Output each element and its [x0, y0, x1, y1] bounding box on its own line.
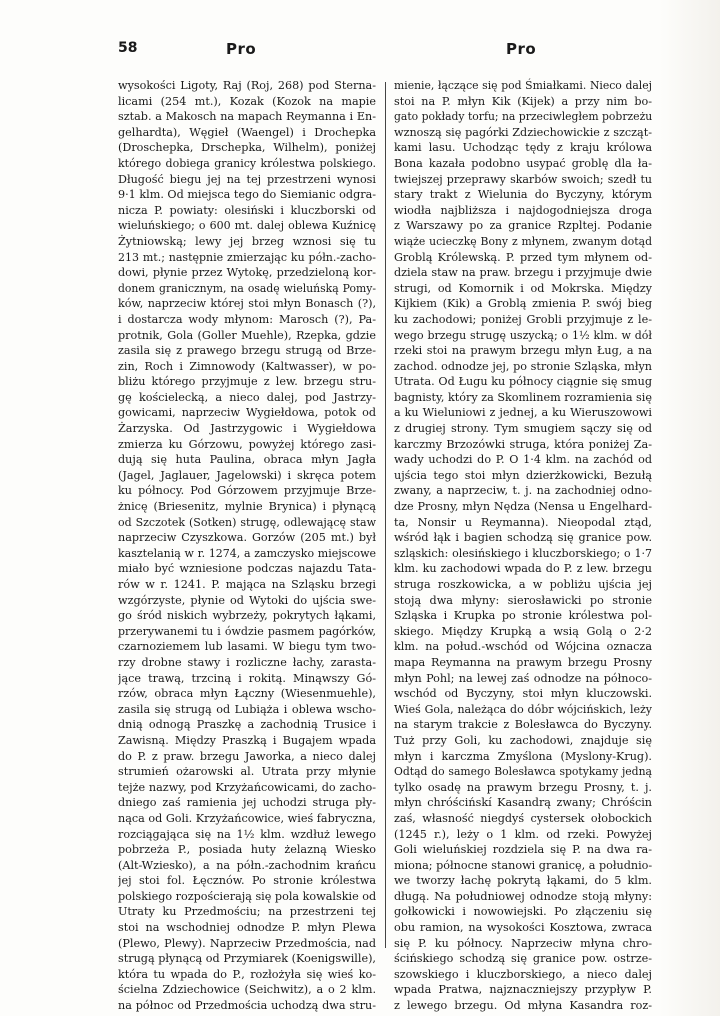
text-line: rów w r. 1241. P. mająca na Szląsku brzegi	[118, 578, 376, 591]
running-head-right: Pro	[506, 40, 537, 58]
text-line: ków, naprzeciw której stoi młyn Bonasch (?),	[118, 297, 376, 311]
text-line: strugą płynącą od Przymiarek (Koenigswille),	[118, 952, 376, 966]
text-line: ujścia tego stoi młyn dzierżkowicki, Bezułą	[394, 468, 652, 482]
page-number: 58	[118, 40, 138, 56]
text-line: pobrzeża P., posiada huty żelazną Wiesko	[118, 843, 376, 857]
text-line: dniego zaś ramienia jej uchodzi struga pły-	[118, 796, 376, 810]
text-line: Żarzyska. Od Jastrzygowic i Wygiełdowa	[118, 422, 376, 436]
text-line: z Warszawy po za granice Rzpltej. Podanie	[394, 219, 652, 233]
text-line: wschód od Byczyny, stoi młyn kluczowski.	[394, 687, 652, 701]
text-line: gelhardta), Węgieł (Waengel) i Drochepka	[118, 125, 376, 139]
text-line: Goli wieluńskiej rozdziela się P. na dwa ra-	[394, 843, 652, 857]
text-line: Szląska i Krupka po stronie królestwa pol-	[394, 609, 652, 623]
text-line: ku północy. Pod Górzowem przyjmuje Brze-	[118, 484, 376, 498]
text-line: karczmy Brzozówki struga, która poniżej Za-	[394, 437, 652, 451]
text-line: gowicami, naprzeciw Wygiełdowa, potok od	[118, 406, 376, 420]
text-line: młyn Pohl; na lewej zaś odnodze na północo-	[394, 671, 652, 685]
text-line: wzgórzyste, płynie od Wytoki do ujścia swe-	[118, 593, 376, 607]
text-line: licami (254 mt.), Kozak (Kozok na mapie	[118, 94, 376, 108]
text-line: sztab. a Makosch na mapach Reymanna i En-	[118, 110, 376, 124]
text-line: klm. na połud.-wschód od Wójcina oznacza	[394, 640, 652, 654]
text-line: rzy drobne stawy i rozliczne łachy, zarasta-	[118, 655, 376, 669]
text-line: zmierza ku Górzowu, powyżej którego zasi-	[118, 437, 376, 451]
text-line: (Plewo, Plewy). Naprzeciw Przedmościa, nad	[118, 936, 376, 950]
text-line: na starym trakcie z Bolesławca do Byczyny.	[394, 718, 652, 732]
text-line: ta, Nonsir u Reymanna). Nieopodal ztąd,	[394, 515, 652, 529]
text-line: zwany, a naprzeciw, t. j. na zachodniej odno-	[394, 484, 652, 498]
text-line: do P. z praw. brzegu Jaworka, a nieco dalej	[118, 749, 376, 763]
text-line: dnią odnogą Praszkę a zachodnią Trusice i	[118, 718, 376, 732]
text-line: szląskich: olesińskiego i kluczborskiego; o 1·7	[394, 546, 652, 560]
text-line: zasila się z prawego brzegu strugą od Brze-	[118, 344, 376, 358]
text-line: go śród niskich wybrzeży, pokrytych łąkami,	[118, 609, 376, 623]
right-text-column	[394, 78, 652, 1014]
text-line: 9·1 klm. Od miejsca tego do Siemianic odgra-	[118, 188, 376, 202]
text-line: Zawisną. Między Praszką i Bugajem wpada	[118, 733, 376, 747]
text-line: młyn i karczma Zmyślona (Myslony-Krug).	[394, 749, 652, 763]
text-line: we tworzy łachę pokrytą łąkami, do 5 klm.	[394, 874, 652, 888]
text-line: dują się huta Paulina, obraca młyn Jagła	[118, 453, 376, 467]
text-line: 213 mt.; następnie zmierzając ku półn.-zacho-	[118, 250, 376, 264]
text-line: Kijkiem (Kik) a Groblą zmienia P. swój bieg	[394, 297, 652, 311]
text-line: bliżu którego przyjmuje z lew. brzegu stru-	[118, 375, 376, 389]
text-line: strumień ożarowski al. Utrata przy młynie	[118, 765, 376, 779]
text-line: Utraty ku Przedmościu; na przestrzeni tej	[118, 905, 376, 919]
text-line: Bona kazała podobno usypać groblę dla ła-	[394, 156, 652, 170]
text-line: wady uchodzi do P. O 1·4 klm. na zachód od	[394, 453, 652, 467]
text-line: nicza P. powiaty: olesiński i kluczborski od	[118, 203, 376, 217]
text-line: Utrata. Od Ługu ku północy ciągnie się smug	[394, 375, 652, 389]
text-line: wego brzegu strugę uszycką; o 1½ klm. w dół	[394, 328, 652, 342]
text-line: bagnisty, który za Skomlinem rozramienia się	[394, 390, 652, 404]
text-line: naprzeciw Czyszkowa. Gorzów (205 mt.) był	[118, 531, 376, 545]
text-line: gato pokłady torfu; na przeciwległem pobrzeżu	[394, 110, 652, 124]
text-line: dowi, płynie przez Wytokę, przedzieloną kor-	[118, 266, 376, 280]
text-line: którego dobiega granicy królestwa polskiego.	[118, 156, 376, 170]
text-line: ku zachodowi; poniżej Grobli przyjmuje z le-	[394, 312, 652, 326]
text-line: struga roszkowicka, a w pobliżu ujścia jej	[394, 578, 652, 591]
text-line: jej stoi fol. Łęcznów. Po stronie królestwa	[118, 874, 376, 888]
text-line: wśród łąk i bagien schodzą się granice pow.	[394, 531, 652, 545]
text-line: Żytniowską; lewy jej brzeg wznosi się tu	[118, 234, 376, 248]
text-line: obu ramion, na wysokości Kosztowa, zwraca	[394, 921, 652, 935]
text-line: Tuż przy Goli, ku zachodowi, znajduje się	[394, 733, 652, 747]
text-line: czarnoziemem lub lasami. W biegu tym two-	[118, 640, 376, 654]
text-line: skiego. Między Krupką a wsią Golą o 2·2	[394, 624, 652, 638]
text-line: zaś, własność niegdyś cystersek ołobockich	[394, 811, 652, 825]
text-line: (1245 r.), leży o 1 klm. od rzeki. Powyżej	[394, 827, 652, 841]
text-line: tejże nazwy, pod Krzyżańcowicami, do zacho-	[118, 780, 376, 794]
text-line: kami lasu. Uchodząc tędy z kraju królowa	[394, 141, 652, 155]
text-line: zin, Roch i Zimnowody (Kaltwasser), w po-	[118, 359, 376, 373]
text-line: i dostarcza wody młynom: Marosch (?), Pa-	[118, 312, 376, 326]
text-line: która tu wpada do P., rozłożyła się wieś ko-	[118, 967, 376, 981]
text-line: donem granicznym, na osadę wieluńską Pomy-	[118, 281, 376, 295]
text-line: zachod. odnodze jej, po stronie Szląska, młyn	[394, 359, 652, 373]
text-line: strugi, od Komornik i od Mokrska. Między	[394, 281, 652, 295]
text-line: żnicę (Briesenitz, mylnie Brynica) i płynącą	[118, 500, 376, 514]
text-line: wysokości Ligoty, Raj (Roj, 268) pod Sterna-	[118, 79, 376, 92]
text-line: rzów, obraca młyn Łączny (Wiesenmuehle),	[118, 687, 376, 701]
text-line: gołkowicki i nowowiejski. Po złączeniu się	[394, 905, 652, 919]
text-line: Groblą Królewską. P. przed tym młynem od-	[394, 250, 652, 264]
text-line: wiąże ucieczkę Bony z młynem, zwanym dotąd	[394, 234, 652, 248]
text-line: z drugiej strony. Tym smugiem sączy się od	[394, 422, 652, 436]
text-line: klm. ku zachodowi wpada do P. z lew. brzegu	[394, 562, 652, 576]
text-line: wpada Pratwa, najznaczniejszy przypływ P.	[394, 983, 652, 997]
text-line: z lewego brzegu. Od młyna Kasandra roz-	[394, 999, 652, 1013]
text-line: zasila się strugą od Lubiąża i oblewa wscho-	[118, 702, 376, 716]
text-line: kasztelanią w r. 1274, a zamczysko miejscowe	[118, 546, 376, 560]
text-line: dze Prosny, młyn Nędza (Nensa u Engelhard-	[394, 500, 652, 514]
text-line: tylko osadę na prawym brzegu Prosny, t. j.	[394, 780, 652, 794]
text-line: (Alt-Wziesko), a na półn.-zachodnim krańcu	[118, 858, 376, 872]
text-line: rzeki stoi na prawym brzegu młyn Ług, a na	[394, 344, 652, 358]
text-line: a ku Wieluniowi z jednej, a ku Wieruszowowi	[394, 406, 652, 420]
text-line: ścielna Zdziechowice (Seichwitz), a o 2 klm.	[118, 983, 376, 997]
text-line: (Droschepka, Drschepka, Wilhelm), poniżej	[118, 141, 376, 155]
text-line: przerywanemi tu i ówdzie pasmem pagórków,	[118, 624, 376, 638]
text-line: się P. ku północy. Naprzeciw młyna chro-	[394, 936, 652, 950]
text-line: stoi na P. młyn Kik (Kijek) a przy nim bo-	[394, 94, 652, 108]
text-line: długą. Na południowej odnodze stoją młyny:	[394, 889, 652, 903]
text-line: stoi na wschodniej odnodze P. młyn Plewa	[118, 921, 376, 935]
text-line: Odtąd do samego Bolesławca spotykamy jedną	[394, 765, 652, 779]
page-edge-shadow	[660, 0, 720, 1016]
text-line: ścińskiego schodzą się granice pow. ostrze-	[394, 952, 652, 966]
text-line: Długość biegu jej na tej przestrzeni wynosi	[118, 172, 376, 186]
text-line: miona; północne stanowi granicę, a południo-	[394, 858, 652, 872]
text-line: wznoszą się pagórki Zdziechowickie z szcząt-	[394, 125, 652, 139]
text-line: mapa Reymanna na prawym brzegu Prosny	[394, 655, 652, 669]
text-line: Wieś Gola, należąca do dóbr wójcińskich, leży	[394, 702, 652, 716]
text-line: nąca od Goli. Krzyżańcowice, wieś fabryczna,	[118, 811, 376, 825]
text-line: stary trakt z Wielunia do Byczyny, którym	[394, 188, 652, 202]
text-line: miało być wzniesione podczas najazdu Tata-	[118, 562, 376, 576]
text-line: (Jagel, Jaglauer, Jagelowski) i skręca potem	[118, 468, 376, 482]
text-line: na północ od Przedmościa uchodzą dwa stru-	[118, 999, 376, 1013]
text-line: protnik, Gola (Goller Muehle), Rzepka, gdzie	[118, 328, 376, 342]
column-divider	[385, 82, 386, 948]
text-line: jące trawą, trzciną i rokitą. Minąwszy Gó-	[118, 671, 376, 685]
text-line: młyn chróścińskí Kasandrą zwany; Chróścin	[394, 796, 652, 810]
text-line: gę kościelecką, a nieco dalej, pod Jastrzy-	[118, 390, 376, 404]
text-line: od Szczotek (Sotken) strugę, odlewającę staw	[118, 515, 376, 529]
page-header	[118, 40, 663, 64]
text-line: wieluńskiego; o 600 mt. dalej oblewa Kuźnicę	[118, 219, 376, 233]
text-line: dziela staw na praw. brzegu i przyjmuje dwie	[394, 266, 652, 280]
text-line: rozciągająca się na 1½ klm. wzdłuż lewego	[118, 827, 376, 841]
left-text-column	[118, 78, 376, 1014]
text-line: polskiego rozpościerają się pola kowalskie od	[118, 889, 376, 903]
running-head-left: Pro	[226, 40, 257, 58]
text-line: mienie, łączące się pod Śmiałkami. Nieco dalej	[394, 79, 652, 92]
text-line: szowskiego i kluczborskiego, a nieco dalej	[394, 967, 652, 981]
text-line: stoją dwa młyny: sierosławicki po stronie	[394, 593, 652, 607]
text-line: wiodła najbliższa i najdogodniejsza droga	[394, 203, 652, 217]
text-line: twiejszej przeprawy skarbów swoich; szedł tu	[394, 172, 652, 186]
